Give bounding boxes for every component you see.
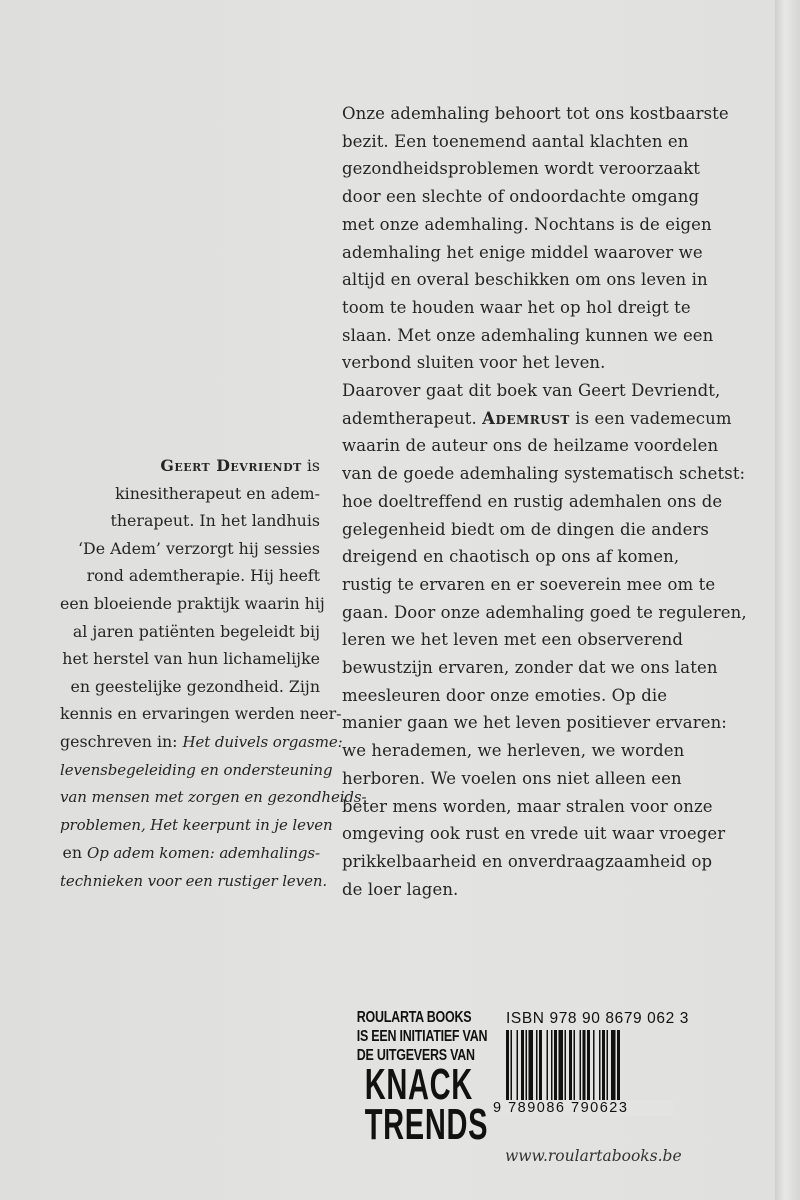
barcode-bar — [569, 1030, 572, 1110]
author-bio-line: ‘De Adem’ verzorgt hij sessies — [78, 538, 320, 558]
barcode-bar — [617, 1030, 620, 1110]
blurb-line: ademhaling het enige middel waarover we — [342, 242, 703, 262]
author-bio-line: kinesitherapeut en adem- — [115, 483, 320, 503]
barcode-bar — [593, 1030, 595, 1110]
blurb-line: slaan. Met onze ademhaling kunnen we een — [342, 325, 714, 345]
barcode-bar — [511, 1030, 513, 1110]
barcode-bar — [547, 1030, 549, 1110]
book-title-inline: Ademrust — [482, 408, 570, 428]
barcode-bar — [599, 1030, 601, 1110]
blurb-text — [342, 100, 762, 903]
blurb-line: verbond sluiten voor het leven. — [342, 353, 606, 373]
barcode-bar — [580, 1030, 582, 1110]
blurb-line: beter mens worden, maar stralen voor onze — [342, 796, 713, 816]
barcode-bar — [551, 1030, 553, 1110]
blurb-text-segment: is een vademecum — [575, 408, 732, 428]
blurb-text-segment: ademtherapeut. — [342, 408, 477, 428]
author-bio-line: technieken voor een rustiger leven. — [60, 871, 328, 890]
publisher-brand: TRENDS — [364, 1100, 489, 1149]
barcode-bar — [536, 1030, 538, 1110]
blurb-line: van de goede ademhaling systematisch schetst: — [342, 464, 746, 484]
author-bio-line: kennis en ervaringen werden neer- — [60, 704, 342, 724]
barcode-bar — [539, 1030, 542, 1110]
barcode-bar — [602, 1030, 605, 1110]
publisher-brand: KNACK — [364, 1060, 473, 1109]
blurb-line: waarin de auteur ons de heilzame voordelen — [342, 436, 719, 456]
publisher-logo — [342, 1008, 489, 1149]
barcode-bar — [529, 1030, 534, 1110]
barcode-digits: 9 789086 790623 — [493, 1100, 673, 1116]
blurb-line: rustig te ervaren en er soeverein mee om te — [342, 574, 716, 594]
blurb-line: meesleuren door onze emoties. Op die — [342, 685, 668, 705]
blurb-line: herboren. We voelen ons niet alleen een — [342, 768, 682, 788]
author-bio-line: therapeut. In het landhuis — [110, 511, 320, 531]
blurb-line: we herademen, we herleven, we worden — [342, 741, 685, 761]
blurb-line: gezondheidsproblemen wordt veroorzaakt — [342, 159, 701, 179]
barcode-bar — [517, 1030, 519, 1110]
barcode-bar — [526, 1030, 528, 1110]
author-bio-line — [60, 839, 320, 868]
barcode-bar — [521, 1030, 524, 1110]
barcode-bar — [611, 1030, 616, 1110]
blurb-line: gelegenheid biedt om de dingen die anders — [342, 519, 709, 539]
blurb-line: Onze ademhaling behoort tot ons kostbaarste — [342, 104, 729, 123]
blurb-line: omgeving ook rust en vrede uit waar vroeger — [342, 824, 726, 844]
publisher-line: IS EEN INITIATIEF VAN — [356, 1028, 488, 1045]
author-bio-line: al jaren patiënten begeleidt bij — [72, 621, 320, 641]
isbn-label: ISBN 978 90 8679 062 3 — [506, 1010, 689, 1027]
barcode-bar — [587, 1030, 590, 1110]
author-bio-segment: geschreven in: — [60, 731, 178, 751]
author-bio-line: levensbegeleiding en ondersteuning — [60, 760, 333, 779]
blurb-line: dreigend en chaotisch op ons af komen, — [342, 547, 680, 567]
blurb-line: prikkelbaarheid en onverdraagzaamheid op — [342, 851, 713, 871]
author-bio — [60, 452, 367, 896]
barcode-bar — [565, 1030, 567, 1110]
author-bio-line: een bloeiende praktijk waarin hij — [60, 593, 325, 613]
cover-edge — [775, 0, 800, 1200]
barcode-bar — [506, 1030, 509, 1110]
author-bio-segment: is — [306, 456, 320, 475]
blurb-line: hoe doeltreffend en rustig ademhalen ons de — [342, 491, 723, 511]
author-bio-line — [60, 728, 343, 757]
blurb-line: met onze ademhaling. Nochtans is de eigen — [342, 214, 712, 234]
blurb-line: toom te houden waar het op hol dreigt te — [342, 297, 691, 317]
barcode-bar — [574, 1030, 576, 1110]
blurb-line: altijd en overal beschikken om ons leven in — [342, 270, 708, 290]
barcode-bar — [607, 1030, 609, 1110]
author-bio-line — [60, 452, 320, 480]
author-bio-line: problemen, Het keerpunt in je leven — [60, 815, 333, 834]
author-bio-segment: en — [62, 843, 82, 863]
barcode-icon — [504, 1030, 664, 1110]
barcode-bar — [554, 1030, 557, 1110]
author-bio-line: het herstel van hun lichamelijke — [62, 649, 320, 669]
author-bio-line: van mensen met zorgen en gezondheids- — [60, 788, 367, 807]
blurb-line: bewustzijn ervaren, zonder dat we ons laten — [342, 658, 718, 678]
barcode-bar — [559, 1030, 564, 1110]
book-title-italic: Het duivels orgasme: — [182, 732, 343, 751]
blurb-line: manier gaan we het leven positiever ervaren: — [342, 713, 727, 733]
author-bio-line: rond ademtherapie. Hij heeft — [86, 566, 320, 586]
blurb-line: de loer lagen. — [342, 879, 459, 899]
author-name: Geert Devriendt — [160, 456, 302, 475]
author-bio-line: en geestelijke gezondheid. Zijn — [70, 676, 320, 696]
blurb-line: door een slechte of ondoordachte omgang — [342, 187, 700, 207]
publisher-line: DE UITGEVERS VAN — [356, 1047, 475, 1064]
blurb-line: gaan. Door onze ademhaling goed te reguleren, — [342, 602, 747, 622]
publisher-line: ROULARTA BOOKS — [356, 1009, 472, 1026]
blurb-line: leren we het leven met een observerend — [342, 630, 683, 650]
website-link[interactable]: www.roulartabooks.be — [505, 1147, 682, 1165]
blurb-line: Daarover gaat dit boek van Geert Devriendt, — [342, 381, 721, 401]
blurb-line: bezit. Een toenemend aantal klachten en — [342, 131, 689, 151]
barcode-bar — [583, 1030, 586, 1110]
book-title-italic: Op adem komen: ademhalings- — [87, 844, 320, 863]
blurb-line — [342, 405, 762, 433]
